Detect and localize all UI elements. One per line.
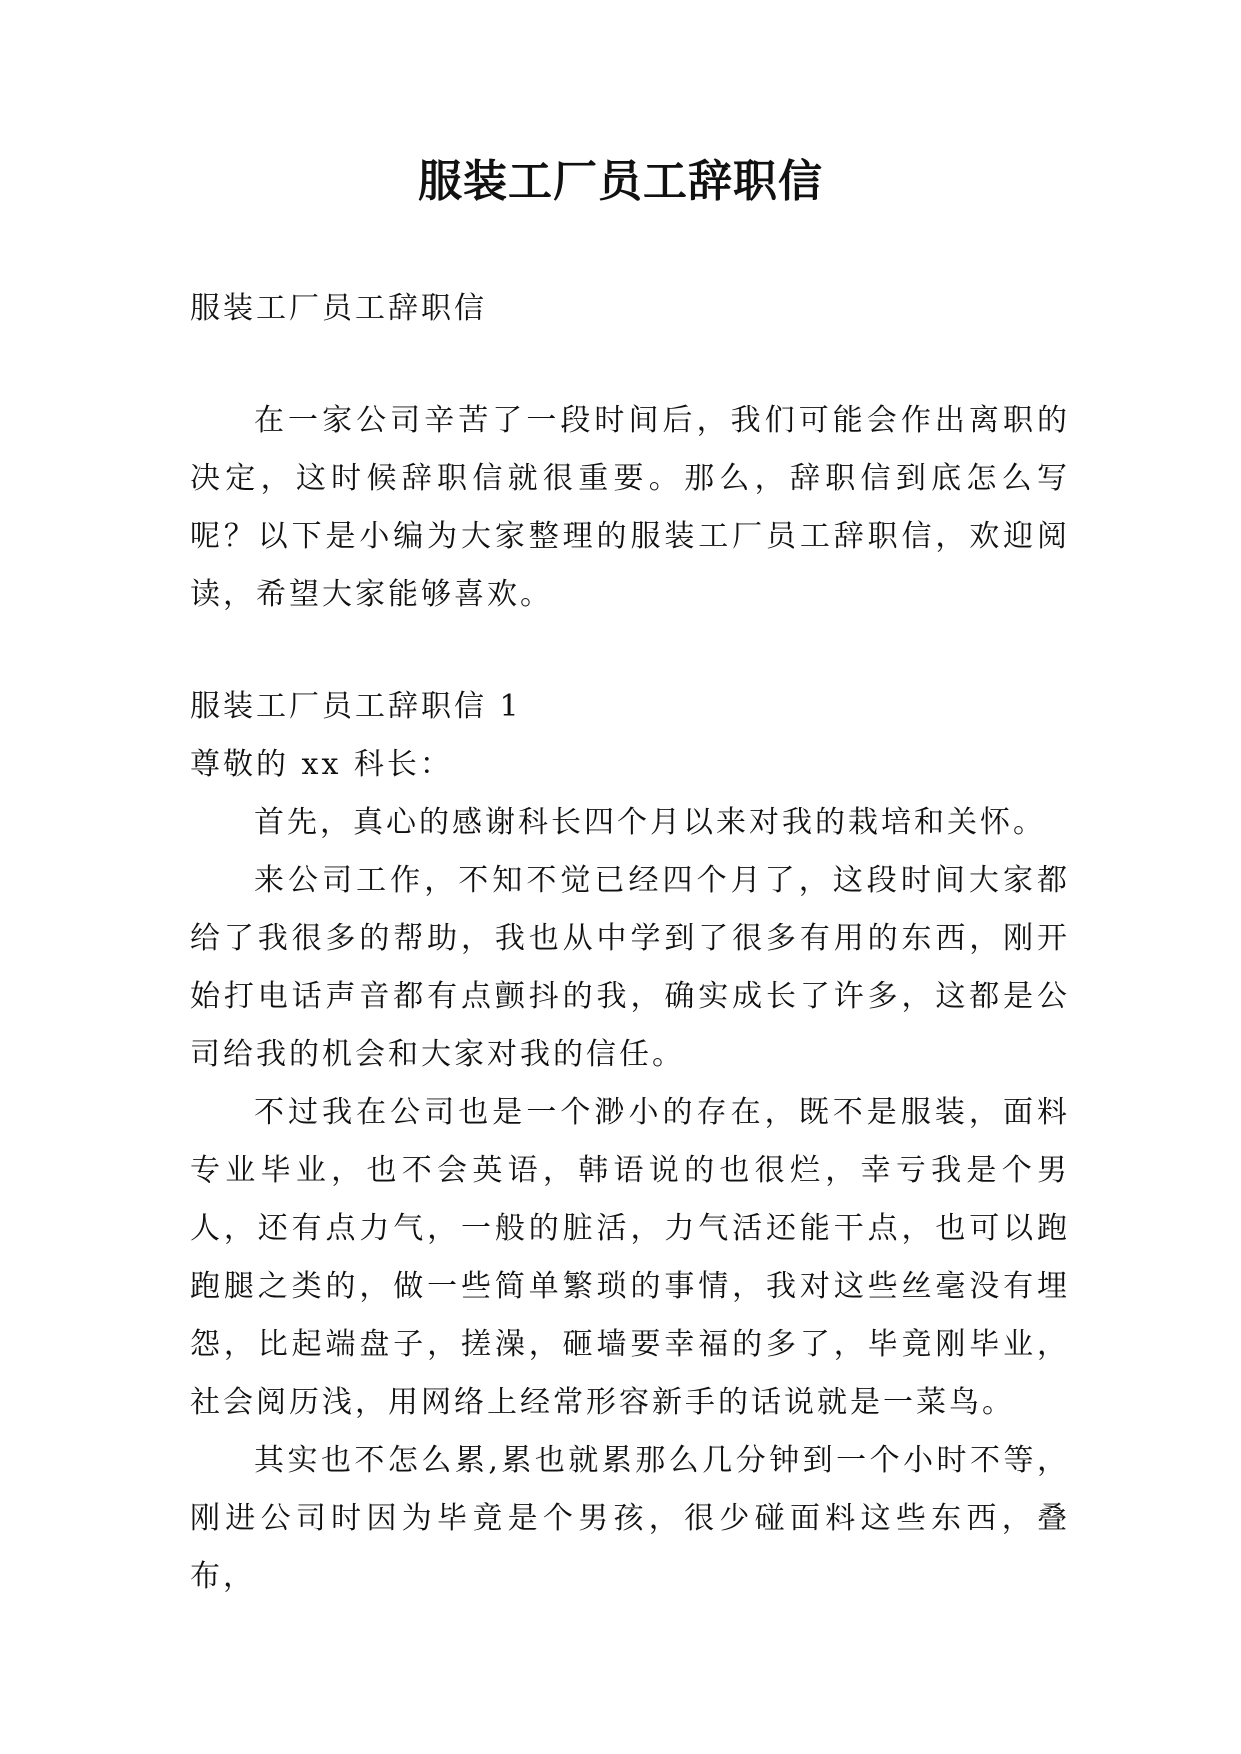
document-subtitle: 服装工厂员工辞职信 — [190, 291, 487, 326]
letter-paragraph-3: 不过我在公司也是一个渺小的存在，既不是服装，面料专业毕业，也不会英语，韩语说的也很烂，幸亏我是个男人，还有点力气，一般的脏活，力气活还能干点，也可以跑跑腿之类的，做一些简单繁琐的事情，我对这些丝毫没有埋怨，比起端盘子，搓澡，砸墙要幸福的多了，毕竟刚毕业，社会阅历浅，用网络上经常形容新手的话说就是一菜鸟。 — [190, 1095, 1070, 1420]
document-body — [190, 280, 1070, 1606]
letter-heading: 服装工厂员工辞职信 1 — [190, 689, 522, 724]
letter-paragraph-1: 首先，真心的感谢科长四个月以来对我的栽培和关怀。 — [254, 805, 1046, 840]
salutation: 尊敬的 xx 科长： — [190, 747, 453, 782]
letter-paragraph-2: 来公司工作，不知不觉已经四个月了，这段时间大家都给了我很多的帮助，我也从中学到了很多有用的东西，刚开始打电话声音都有点颤抖的我，确实成长了许多，这都是公司给我的机会和大家对我的信任。 — [190, 863, 1070, 1072]
document-title: 服装工厂员工辞职信 — [418, 156, 823, 207]
letter-paragraph-4: 其实也不怎么累,累也就累那么几分钟到一个小时不等，刚进公司时因为毕竟是个男孩，很少碰面料这些东西，叠布， — [190, 1443, 1070, 1594]
intro-paragraph: 在一家公司辛苦了一段时间后，我们可能会作出离职的决定，这时候辞职信就很重要。那么，辞职信到底怎么写呢？以下是小编为大家整理的服装工厂员工辞职信，欢迎阅读，希望大家能够喜欢。 — [190, 403, 1070, 612]
